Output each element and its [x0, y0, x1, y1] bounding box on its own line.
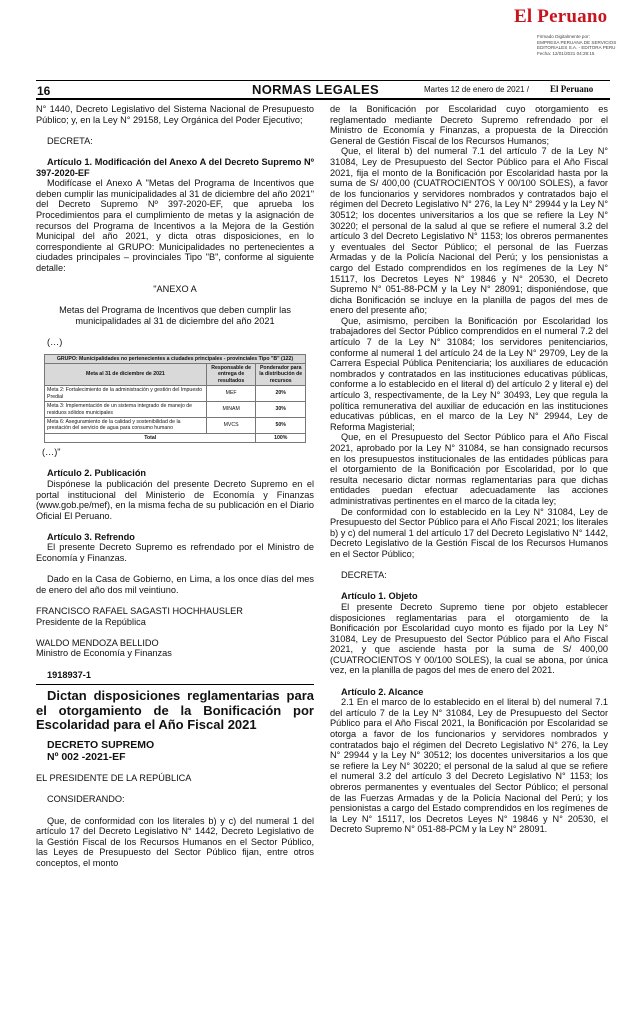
decreta-heading: DECRETA:: [341, 570, 387, 581]
table-cell-resp: MINAM: [206, 402, 256, 418]
decreta-heading: DECRETA:: [47, 135, 93, 146]
article-2-title: Artículo 2. Alcance: [341, 686, 424, 697]
table-cell-pond: 20%: [256, 386, 306, 402]
publication-code: 1918937-1: [47, 669, 91, 680]
table-total-label: Total: [45, 433, 256, 442]
ellipsis: (…)": [42, 447, 61, 458]
issue-date: Martes 12 de enero de 2021 /: [424, 85, 529, 94]
signatory-name: WALDO MENDOZA BELLIDO: [36, 637, 159, 648]
paragraph: Que, en el Presupuesto del Sector Público para el Año Fiscal 2021, aprobado por la Ley N° 31084, se han consignado recursos en los presupuestos institucionales de las entidades públicas para el otorgamiento de la Bonificación por Escolaridad, por lo que resulta necesario dictar normas reglamentarias para que dichas entidades puedan efectuar adecuadamente las acciones administrativas pertinentes en el marco de la citada ley;: [330, 432, 608, 506]
table-total-value: 100%: [256, 433, 306, 442]
table-row: [45, 402, 306, 418]
dado-paragraph: Dado en la Casa de Gobierno, en Lima, a los once días del mes de enero del año dos mil veintiuno.: [36, 574, 314, 595]
divider: [36, 684, 314, 685]
article-2-text: 2.1 En el marco de lo establecido en el literal b) del numeral 7.1 del artículo 7 de la Ley N° 31084, Ley de Presupuesto del Sector Público para el Año Fiscal 2021, la Bonificación por Escolaridad se otorga a favor de los funcionarios y servidores nombrados y contratados bajo el régimen del Decreto Legislativo N° 276, la Ley N° 29944 y la Ley N° 30512; los docentes universitarios a los que se refiere la Ley N° 30220; el personal de la salud al que se refiere el numeral 3.2 del artículo 3 del Decreto Legislativo N° 1153; los obreros permanentes y eventuales del Sector Público; el personal de las Fuerzas Armadas y de la Policía Nacional del Perú; y los pensionistas a cargo del Estado comprendidos en los regímenes de la Ley N° 15117, los Decretos Leyes N° 19846 y N° 20530, el Decreto Supremo N° 051-88-PCM y la Ley N° 28091.: [330, 697, 608, 835]
table-total-row: [45, 433, 306, 442]
anexo-heading: "ANEXO A: [153, 284, 197, 295]
article-1-text: Modifícase el Anexo A "Metas del Programa de Incentivos que deben cumplir las municipalidades al 31 de diciembre del año 2021" del Decreto Supremo Nº 397-2020-EF, que aprueba los Procedimientos para el cumplimiento de metas y la asignación de recursos del Programa de Incentivos a la Mejora de la Gestión Municipal del año 2021, y dicta otras disposiciones, en lo correspondiente al GRUPO: Municipalidades no pertenecientes a ciudades principales – provinciales Tipo "B", conforme al siguiente detalle:: [36, 178, 314, 273]
table-cell-meta: Meta 2: Fortalecimiento de la administración y gestión del Impuesto Predial: [45, 386, 207, 402]
table-header-meta: Meta al 31 de diciembre de 2021: [45, 364, 207, 386]
paragraph: de la Bonificación por Escolaridad cuyo otorgamiento es reglamentado mediante Decreto Supremo refrendado por el Ministro de Economía y Finanzas, a propuesta de la Dirección General de Gestión Fiscal de los Recursos Humanos;: [330, 104, 608, 146]
paragraph: Que, asimismo, perciben la Bonificación por Escolaridad los trabajadores del Sector Público comprendidos en el numeral 7.2 del artículo 7 de la Ley N° 31084; los servidores penitenciarios, conforme al numeral 1 del artículo 24 de la Ley N° 29709, Ley de la Carrera Especial Pública Penitenciaria; los auxiliares de educación nombrados y contratados en las instituciones educativas públicas, conforme a lo establecido en el literal d) del artículo 2 y literal e) del artículo 3, respectivamente, de la Ley N° 30493, Ley que regula la política remunerativa del auxiliar de educación en las instituciones educativas públicas, en el marco de la Ley N° 29944, Ley de Reforma Magisterial;: [330, 315, 608, 432]
article-2-text: Dispónese la publicación del presente Decreto Supremo en el portal institucional del Ministerio de Economía y Finanzas (www.gob.pe/mef), en la misma fecha de su publicación en el Diario Oficial El Peruano.: [36, 478, 314, 521]
table-cell-resp: MVCS: [206, 417, 256, 433]
article-3-title: Artículo 3. Refrendo: [47, 531, 135, 542]
signature-line: Firmado Digitalmente por:: [537, 34, 590, 39]
table-row: [45, 417, 306, 433]
table-group-header: GRUPO: Municipalidades no pertenecientes a ciudades principales - provinciales Tipo "B" (122): [45, 354, 306, 363]
article-1-title: Artículo 1. Modificación del Anexo A del Decreto Supremo Nº 397-2020-EF: [36, 156, 314, 178]
table-cell-meta: Meta 3: Implementación de un sistema integrado de manejo de residuos sólidos municipales: [45, 402, 207, 418]
ellipsis: (…): [47, 337, 63, 348]
table-cell-pond: 30%: [256, 402, 306, 418]
signatory-name: FRANCISCO RAFAEL SAGASTI HOCHHAUSLER: [36, 606, 243, 617]
header-rule-bottom: [36, 98, 610, 100]
paragraph: Que, el literal b) del numeral 7.1 del artículo 7 de la Ley N° 31084, Ley de Presupuesto del Sector Público para el Año Fiscal 2021, fija el monto de la Bonificación por Escolaridad hasta por la suma de S/ 400,00 (CUATROCIENTOS Y 00/100 SOLES), a favor de los funcionarios y servidores nombrados y contratados bajo el régimen del Decreto Legislativo N° 276, la Ley N° 29944 y la Ley N° 30512; los docentes universitarios a los que se refiere la Ley N° 30220; el personal de la salud al que se refiere el numeral 3.2 del artículo 3 del Decreto Legislativo N° 1153; los obreros permanentes y eventuales del Sector Público; el personal de las Fuerzas Armadas y de la Policía Nacional del Perú; y los pensionistas a cargo del Estado comprendidos en los regímenes de la Ley N° 15117, los Decretos Leyes N° 19846 y N° 20530, el Decreto Supremo N° 051-88-PCM y la Ley N° 28091; disponiéndose, que dicha Bonificación se incluye en la planilla de pagos del mes de enero del presente año;: [330, 146, 608, 316]
article-1-text: El presente Decreto Supremo tiene por objeto establecer disposiciones reglamentarias para el otorgamiento de la Bonificación por Escolaridad cuyo monto es fijado por la Ley N° 31084, Ley de Presupuesto del Sector Público para el Año Fiscal 2021, y que asciende hasta por la suma de S/ 400,00 (CUATROCIENTOS Y 00/100 SOLES), la cual se abona, por única vez, en la planilla de pagos del mes de enero del 2021.: [330, 601, 608, 676]
presidente-heading: EL PRESIDENTE DE LA REPÚBLICA: [36, 773, 192, 784]
anexo-subtitle: Metas del Programa de Incentivos que deben cumplir las municipalidades al 31 de diciembre del año 2021: [59, 305, 291, 326]
article-2-title: Artículo 2. Publicación: [47, 468, 147, 479]
header-rule-top: [36, 80, 610, 81]
decree-number: Nº 002 -2021-EF: [47, 750, 126, 763]
table-row: [45, 386, 306, 402]
table-cell-meta: Meta 6: Aseguramiento de la calidad y sostenibilidad de la prestación del servicio de agua para consumo humano: [45, 417, 207, 433]
signature-line: Fecha: 12/01/2021 04:28:15: [537, 50, 595, 56]
decree-type: DECRETO SUPREMO: [47, 738, 155, 751]
signature-line: EDITORIALES S.A. - EDITORA PERU: [537, 45, 616, 51]
metas-table: [44, 354, 306, 443]
considerando-heading: CONSIDERANDO:: [47, 794, 125, 805]
table-header-responsable: Responsable de entrega de resultados: [206, 364, 256, 386]
right-column: [330, 104, 608, 835]
table-cell-pond: 50%: [256, 417, 306, 433]
paragraph: Que, de conformidad con los literales b) y c) del numeral 1 del artículo 17 del Decreto Legislativo N° 1442, Decreto Legislativo de la Gestión Fiscal de los Recursos Humanos en el Sector Público, las Leyes de Presupuesto del Sector Público fijan, entre otros conceptos, el monto: [36, 815, 314, 869]
signature-line: EMPRESA PERUANA DE SERVICIOS: [537, 39, 617, 45]
article-1-title: Artículo 1. Objeto: [341, 591, 418, 602]
table-header-ponderador: Ponderador para la distribución de recursos: [256, 364, 306, 386]
article-3-text: El presente Decreto Supremo es refrendado por el Ministro de Economía y Finanzas.: [36, 542, 314, 564]
signatory-role: Ministro de Economía y Finanzas: [36, 648, 172, 659]
publication-name: El Peruano: [550, 84, 594, 94]
digital-signature: [537, 34, 641, 56]
page-number: 16: [37, 84, 51, 98]
left-column: [36, 104, 314, 869]
paragraph: De conformidad con lo establecido en la Ley N° 31084, Ley de Presupuesto del Sector Público para el Año Fiscal 2021; los literales b) y c) del numeral 1 del artículo 17 del Decreto Legislativo N° 1442, Decreto Legislativo de la Gestión Fiscal de los Recursos Humanos en el Sector Público;: [330, 506, 608, 559]
el-peruano-logo: El Peruano: [514, 6, 608, 27]
signatory-role: Presidente de la República: [36, 616, 146, 627]
section-title: NORMAS LEGALES: [252, 82, 379, 97]
norm-title: Dictan disposiciones reglamentarias para el otorgamiento de la Bonificación por Escolaridad para el Año Fiscal 2021: [36, 688, 314, 733]
table-cell-resp: MEF: [206, 386, 256, 402]
paragraph: N° 1440, Decreto Legislativo del Sistema Nacional de Presupuesto Público; y, en la Ley N° 29158, Ley Orgánica del Poder Ejecutivo;: [36, 104, 314, 125]
